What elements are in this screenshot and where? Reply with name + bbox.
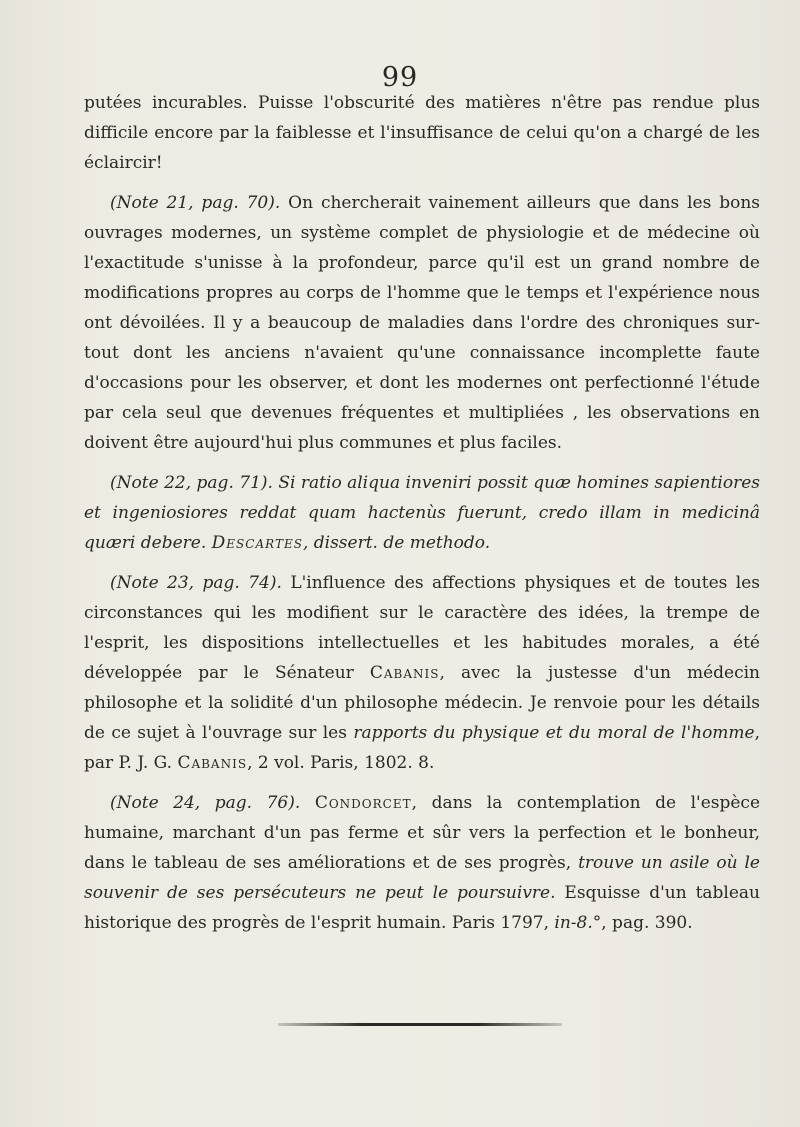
author-name: Cabanis: [177, 753, 248, 773]
note-reference: (Note 24, pag. 76).: [110, 793, 301, 813]
note-reference: (Note 23, pag. 74).: [110, 573, 282, 593]
note-text: L'influence des affections physiques et de toutes les circonstances qui les modifient sur le caractère des idées, la trempe de l'esprit, les dispositions intellectuelles et les habitudes morales, a été développée par le Sénateur: [84, 573, 761, 683]
author-name: Descartes: [211, 533, 303, 553]
note-text: , 2 vol. Paris, 1802. 8.: [247, 753, 435, 773]
note-text: Esquisse d'un tableau historique des progrès de l'esprit humain. Paris 1797,: [84, 883, 760, 933]
note-text: , par P. J. G.: [84, 723, 761, 773]
paragraph-continuation: [84, 88, 760, 178]
note-22: [84, 468, 760, 558]
source-citation: , dissert. de methodo.: [302, 533, 491, 553]
page-number: 99: [381, 62, 419, 93]
book-title: rapports du physique et du moral de l'homme: [353, 723, 755, 743]
page-body: [84, 88, 760, 948]
note-text: [300, 793, 315, 813]
note-21: [84, 188, 760, 458]
note-text: , avec la justesse d'un médecin philosophe et la solidité d'un philosophe médecin. Je renvoie pour les détails de ce sujet à l'ouvrage sur les: [84, 663, 760, 743]
note-text: , dans la contemplation de l'espèce humaine, marchant d'un pas ferme et sûr vers la perfection et le bonheur, dans le tableau de ses améliorations et de ses progrès,: [84, 793, 760, 873]
format-label: in-8.°: [554, 913, 602, 933]
latin-quote: Si ratio aliqua inveniri possit quæ homines sapientiores et ingeniosiores reddat quam hactenùs fuerunt, credo illam in medicinâ quæri debere.: [84, 473, 760, 553]
note-text: , pag. 390.: [601, 913, 693, 933]
note-24: [84, 788, 760, 938]
quoted-phrase: trouve un asile où le souvenir de ses persécuteurs ne peut le poursuivre.: [84, 853, 760, 903]
note-text: On chercherait vainement ailleurs que dans les bons ouvrages modernes, un système complet de physiologie et de médecine où l'exactitude s'unisse à la profondeur, parce qu'il est un grand nombre de modifications propres au corps de l'homme que le temps et l'expérience nous ont dévoilées. Il y a beaucoup de maladies dans l'ordre des chroniques sur-tout dont les anciens n'avaient qu'une connaissance incomplette faute d'occasions pour les observer, et dont les modernes ont perfectionné l'étude par cela seul que devenues fréquentes et multipliées , les observations en doivent être aujourd'hui plus communes et plus faciles.: [84, 193, 760, 453]
note-23: [84, 568, 760, 778]
note-reference: (Note 21, pag. 70).: [110, 193, 281, 213]
author-name: Cabanis: [369, 663, 440, 683]
note-reference: (Note 22, pag. 71).: [110, 473, 273, 493]
author-name: Condorcet: [314, 793, 412, 813]
paragraph-text: putées incurables. Puisse l'obscurité des matières n'être pas rendue plus difficile encore par la faiblesse et l'insuffisance de celui qu'on a chargé de les éclaircir!: [84, 93, 760, 173]
ornamental-rule: [278, 1023, 562, 1026]
